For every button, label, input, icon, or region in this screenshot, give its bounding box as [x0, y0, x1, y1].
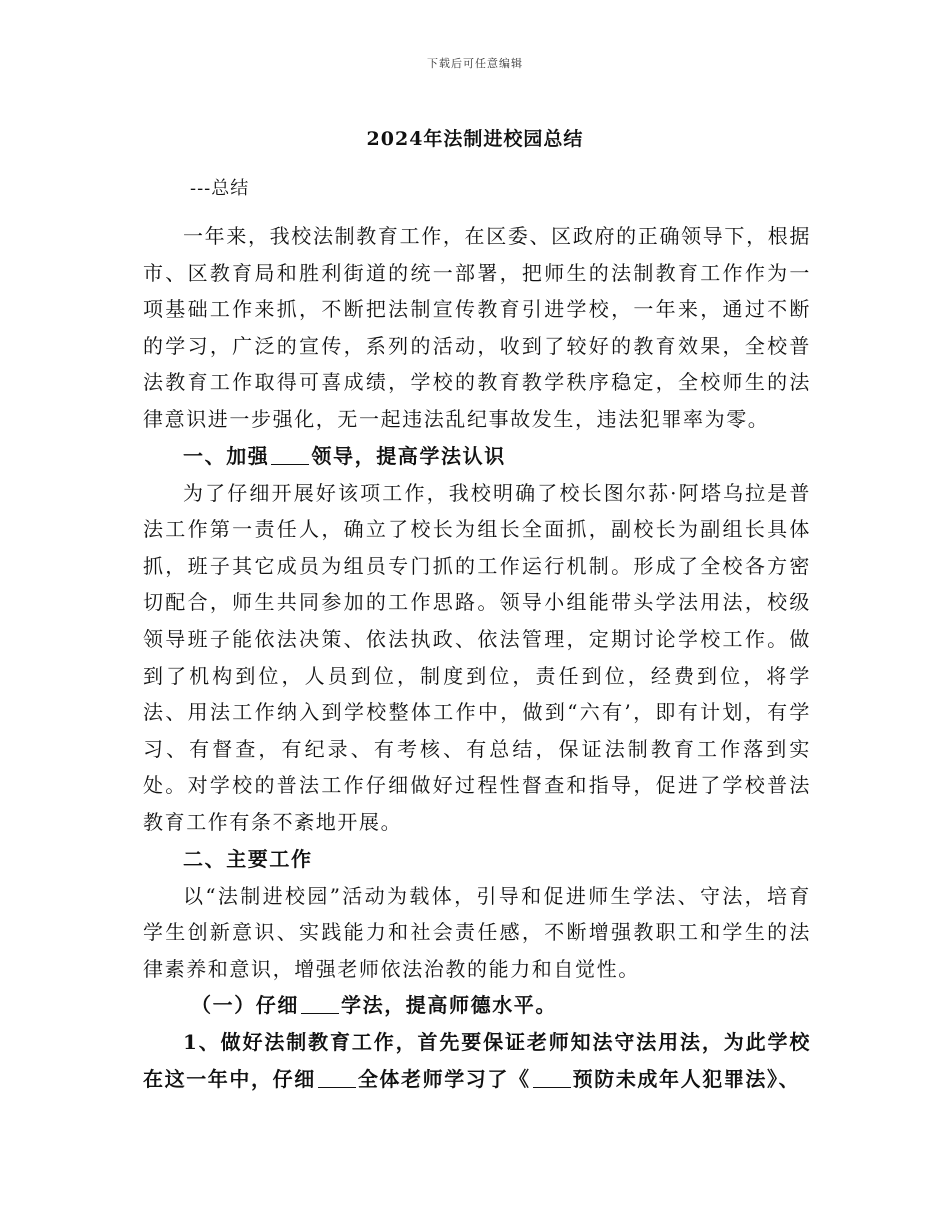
paragraph-teacher-law-study-part-a: 1、做好法制教育工作，首先要保证老师知法守法用法，为此学校在这一年中，仔细: [143, 1030, 811, 1091]
blank-underline: [301, 1012, 339, 1014]
paragraph-main-work: 以“法制进校园”活动为载体，引导和促进师生学法、守法，培育学生创新意识、实践能力和社会责任感，不断增强教职工和学生的法律素养和意识，增强老师依法治教的能力和自觉性。: [143, 883, 811, 981]
section-heading-1-prefix: 一、加强: [183, 443, 270, 468]
subsection-heading-1-suffix: 学法，提高师德水平。: [341, 993, 557, 1018]
document-subtitle: ---总结: [190, 178, 250, 199]
paragraph-intro: 一年来，我校法制教育工作，在区委、区政府的正确领导下，根据市、区教育局和胜利街道的统一部署，把师生的法制教育工作作为一项基础工作来抓，不断把法制宣传教育引进学校，一年来，通过不断的学习，广泛的宣传，系列的活动，收到了较好的教育效果，全校普法教育工作取得可喜成绩，学校的教育教学秩序稳定，全校师生的法律意识进一步强化，无一起违法乱纪事故发生，违法犯罪率为零。: [143, 224, 811, 431]
paragraph-teacher-law-study-part-c: 预防未成年人犯罪法》、: [572, 1066, 801, 1091]
paragraph-teacher-law-study: [143, 1024, 811, 1097]
page-header-note: 下载后可任意编辑: [427, 57, 523, 70]
document-title: 2024年法制进校园总结: [366, 128, 584, 150]
section-heading-1-suffix: 领导，提高学法认识: [311, 443, 506, 468]
paragraph-leadership: 为了仔细开展好该项工作，我校明确了校长图尔荪·阿塔乌拉是普法工作第一责任人，确立了校长为组长全面抓，副校长为副组长具体抓，班子其它成员为组员专门抓的工作运行机制。形成了全校各方密切配合，师生共同参加的工作思路。领导小组能带头学法用法，校级领导班子能依法决策、依法执政、依法管理，定期讨论学校工作。做到了机构到位，人员到位，制度到位，责任到位，经费到位，将学法、用法工作纳入到学校整体工作中，做到“六有’，即有计划，有学习、有督查，有纪录、有考核、有总结，保证法制教育工作落到实处。对学校的普法工作仔细做好过程性督查和指导，促进了学校普法教育工作有条不紊地开展。: [143, 480, 811, 834]
subsection-heading-1-prefix: （一）仔细: [191, 993, 299, 1018]
subsection-heading-1: [143, 987, 811, 1024]
blank-underline: [533, 1086, 571, 1088]
section-heading-1: [143, 438, 811, 475]
paragraph-teacher-law-study-part-b: 全体老师学习了《: [357, 1066, 531, 1091]
section-heading-2: 二、主要工作: [183, 846, 313, 871]
blank-underline: [318, 1086, 356, 1088]
blank-underline: [271, 463, 309, 465]
document-body: [143, 218, 811, 1097]
